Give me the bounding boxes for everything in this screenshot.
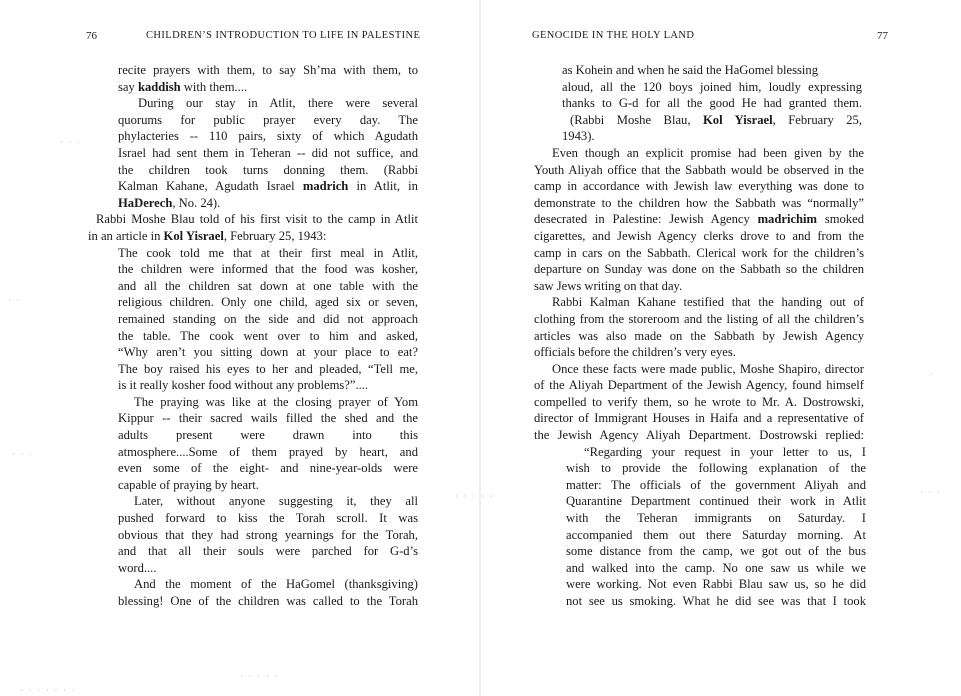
text-line — [118, 510, 418, 527]
text-run: the Jewish Agency Aliyah Department. Dostrowski replied: — [534, 428, 864, 443]
text-run: with them.... — [180, 79, 248, 94]
text-line — [566, 593, 866, 610]
text-line — [534, 178, 864, 195]
text-run: (Rabbi Moshe Blau, — [570, 112, 703, 127]
right-body-text — [480, 62, 866, 610]
text-line — [118, 162, 418, 179]
text-line — [88, 228, 348, 245]
text-run: as Kohein and when he said the HaGomel blessing — [562, 63, 819, 77]
text-line — [118, 112, 418, 129]
text-line — [534, 410, 864, 427]
text-line — [534, 245, 864, 262]
scan-speck: · · · · · · · — [20, 686, 77, 695]
text-run: accompanied them out there Saturday morning. At — [566, 527, 866, 542]
text-line — [534, 311, 864, 328]
text-line — [138, 95, 418, 112]
text-run: Later, without anyone suggesting it, they all — [134, 494, 418, 509]
text-line — [552, 294, 864, 311]
scan-speck: · · · — [60, 138, 82, 147]
text-line — [96, 211, 418, 228]
text-line — [118, 410, 418, 427]
text-line — [566, 560, 866, 577]
text-run: wish to provide the following explanation of the — [566, 461, 866, 476]
text-run: Rabbi Kalman Kahane testified that the handing out of — [552, 295, 864, 310]
scan-speck: · · · · · — [240, 672, 280, 681]
text-line — [134, 394, 418, 411]
text-run: departure on Sunday was done on the Sabbath so the children — [534, 262, 864, 277]
text-line — [534, 394, 864, 411]
text-line — [534, 377, 864, 394]
left-running-head: CHILDREN’S INTRODUCTION TO LIFE IN PALESTINE — [146, 30, 421, 41]
scan-speck: · · · — [920, 488, 942, 497]
text-run: with the Teheran immigrants on Saturday. I — [566, 511, 866, 526]
text-line — [134, 493, 418, 510]
text-run: , February 25, — [772, 112, 862, 127]
text-run: director of Immigrant Houses in Haifa and a representative of — [534, 411, 864, 426]
text-run: Israel had sent them in Teheran -- did not suffice, and — [118, 145, 418, 160]
text-run: pushed forward to kiss the Torah scroll. It was — [118, 511, 418, 526]
scan-speck: · · · · · — [455, 492, 495, 501]
text-line — [118, 527, 418, 544]
text-line — [118, 245, 418, 262]
text-line — [534, 278, 734, 295]
text-run: and that all their souls were parched for G-d’s — [118, 544, 418, 559]
text-line — [118, 128, 418, 145]
text-line — [118, 477, 298, 494]
text-run: religious children. Only one child, aged six or seven, — [118, 295, 418, 310]
text-run: capable of praying by heart. — [118, 477, 259, 492]
text-line — [118, 328, 418, 345]
text-run: the children took turns donning them. (Rabbi — [118, 162, 418, 177]
text-run: Once these facts were made public, Moshe Shapiro, director — [552, 361, 864, 376]
scan-speck: · — [930, 370, 935, 379]
text-line — [118, 543, 418, 560]
text-run: obvious that they had strong yearnings for the Torah, — [118, 527, 418, 542]
text-run: compelled to verify them, so he wrote to Mr. A. Dostrowski, — [534, 394, 864, 409]
text-line — [118, 294, 418, 311]
text-line — [534, 228, 864, 245]
text-run: thanks to G-d for all the good He had granted them. — [562, 96, 862, 111]
left-page-number: 76 — [86, 30, 97, 42]
text-line — [562, 95, 862, 112]
text-run: Rabbi Moshe Blau told of his first visit to the camp in Atlit — [96, 212, 418, 227]
text-line — [570, 112, 862, 129]
text-run: articles was also made on the Sabbath by Jewish Agency — [534, 328, 864, 343]
text-line — [118, 560, 178, 577]
left-page — [0, 0, 480, 696]
text-run: and all the children sat down at one table with the — [118, 278, 418, 293]
text-line — [534, 195, 864, 212]
text-run: atmosphere....Some of them prayed by heart, and — [118, 444, 418, 459]
text-run: The cook told me that at their first meal in Atlit, — [118, 245, 418, 260]
text-line — [566, 543, 866, 560]
text-line — [552, 145, 864, 162]
text-run: of the Aliyah Department of the Jewish Agency, found himself — [534, 378, 864, 393]
text-run: camp in accordance with Jewish law everything was done to — [534, 179, 864, 194]
text-line — [566, 576, 866, 593]
text-run: And the moment of the HaGomel (thanksgiving) — [134, 577, 418, 592]
text-run: adults present were drawn into this — [118, 428, 418, 443]
right-page — [480, 0, 961, 696]
text-line — [534, 427, 864, 444]
text-run: say — [118, 79, 138, 94]
text-line — [118, 344, 418, 361]
text-line — [118, 427, 418, 444]
text-line — [118, 261, 418, 278]
text-run: blessing! One of the children was called to the Torah — [118, 594, 418, 608]
text-run: “Regarding your request in your letter to us, I — [584, 444, 866, 459]
text-run: Kalman Kahane, Agudath Israel — [118, 179, 303, 194]
text-run: saw Jews writing on that day. — [534, 278, 683, 293]
text-line — [118, 79, 248, 96]
text-run: camp in cars on the Sabbath. Clerical work for the children’s — [534, 245, 864, 260]
text-line — [118, 311, 418, 328]
text-run: The boy raised his eyes to her and pleaded, “Tell me, — [118, 361, 418, 376]
text-run: 1943). — [562, 129, 595, 144]
text-line — [118, 278, 418, 295]
text-line — [566, 460, 866, 477]
text-line — [534, 162, 864, 179]
text-run: Even though an explicit promise had been given by the — [552, 145, 864, 160]
text-run: aloud, all the 120 boys joined him, loudly expressing — [562, 79, 862, 94]
bold-term: kaddish — [137, 79, 181, 94]
text-run: desecrated in Palestine: Jewish Agency — [534, 212, 758, 227]
text-run: , February 25, 1943: — [223, 228, 327, 243]
text-run: even some of the eight- and nine-year-olds were — [118, 461, 418, 476]
text-run: some distance from the camp, we got out of the bus — [566, 544, 866, 559]
text-line — [566, 527, 866, 544]
text-run: The praying was like at the closing prayer of Yom — [134, 394, 418, 409]
bold-term: Kol Yisrael — [703, 112, 773, 127]
text-line — [534, 328, 864, 345]
text-run: and walked into the camp. No one saw us while we — [566, 560, 866, 575]
text-line — [534, 344, 794, 361]
right-page-number: 77 — [877, 30, 888, 42]
text-line — [118, 593, 418, 610]
text-run: phylacteries -- 110 pairs, sixty of which Agudath — [118, 129, 418, 144]
text-line — [118, 460, 418, 477]
text-run: word.... — [118, 560, 157, 575]
text-run: officials before the children’s very eyes. — [534, 345, 736, 360]
text-run: smoked — [817, 212, 864, 227]
text-run: demonstrate to the children how the Sabbath was “normally” — [534, 195, 864, 210]
text-run: the children were informed that the food was kosher, — [118, 262, 418, 277]
bold-term: madrichim — [757, 212, 818, 227]
text-run: Kippur -- their sacred wails filled the shed and the — [118, 411, 418, 426]
scan-speck: · · · — [12, 450, 34, 459]
text-line — [534, 261, 864, 278]
text-line — [584, 444, 866, 461]
text-run: is it really kosher food without any problems?”.... — [118, 378, 369, 393]
text-line — [118, 178, 418, 195]
text-line — [566, 477, 866, 494]
text-run: During our stay in Atlit, there were several — [138, 96, 418, 111]
bold-term: HaDerech — [118, 195, 173, 210]
text-line — [118, 377, 418, 394]
text-line — [566, 493, 866, 510]
text-run: were working. Not even Rabbi Blau saw us, so he did — [566, 577, 866, 592]
text-line — [118, 444, 418, 461]
text-line — [562, 79, 862, 96]
scan-speck: · · — [8, 296, 22, 305]
text-run: in an article in — [88, 228, 164, 243]
text-run: cigarettes, and Jewish Agency clerks drove to and from the — [534, 228, 864, 243]
text-line — [534, 211, 864, 228]
text-line — [562, 128, 622, 145]
bold-term: Kol Yisrael — [163, 228, 224, 243]
text-run: Quarantine Department continued their work in Atlit — [566, 494, 866, 509]
text-run: remained standing on the side and did not approach — [118, 311, 418, 326]
text-line — [118, 361, 418, 378]
text-run: in Atlit, in — [348, 179, 418, 194]
text-line — [552, 361, 864, 378]
text-line — [118, 62, 418, 79]
text-run: matter: The officials of the government Aliyah and — [566, 477, 866, 492]
text-run: , No. 24). — [172, 195, 221, 210]
text-run: Youth Aliyah office that the Sabbath would be observed in the — [534, 162, 864, 177]
text-line — [566, 510, 866, 527]
bold-term: madrich — [302, 179, 349, 194]
text-line — [134, 576, 418, 593]
text-line — [118, 145, 418, 162]
text-run: quorums for public prayer every day. The — [118, 112, 418, 127]
text-run: clothing from the storeroom and the listing of all the children’s — [534, 311, 864, 326]
text-line — [562, 62, 862, 79]
text-run: “Why aren’t you sitting down at your place to eat? — [118, 345, 418, 360]
text-line — [118, 195, 238, 212]
text-run: recite prayers with them, to say Sh’ma with them, to — [118, 63, 418, 77]
text-run: not see us smoking. What he did see was that I took — [566, 594, 866, 608]
right-running-head: GENOCIDE IN THE HOLY LAND — [532, 30, 695, 41]
text-run: the table. The cook went over to him and asked, — [118, 328, 418, 343]
